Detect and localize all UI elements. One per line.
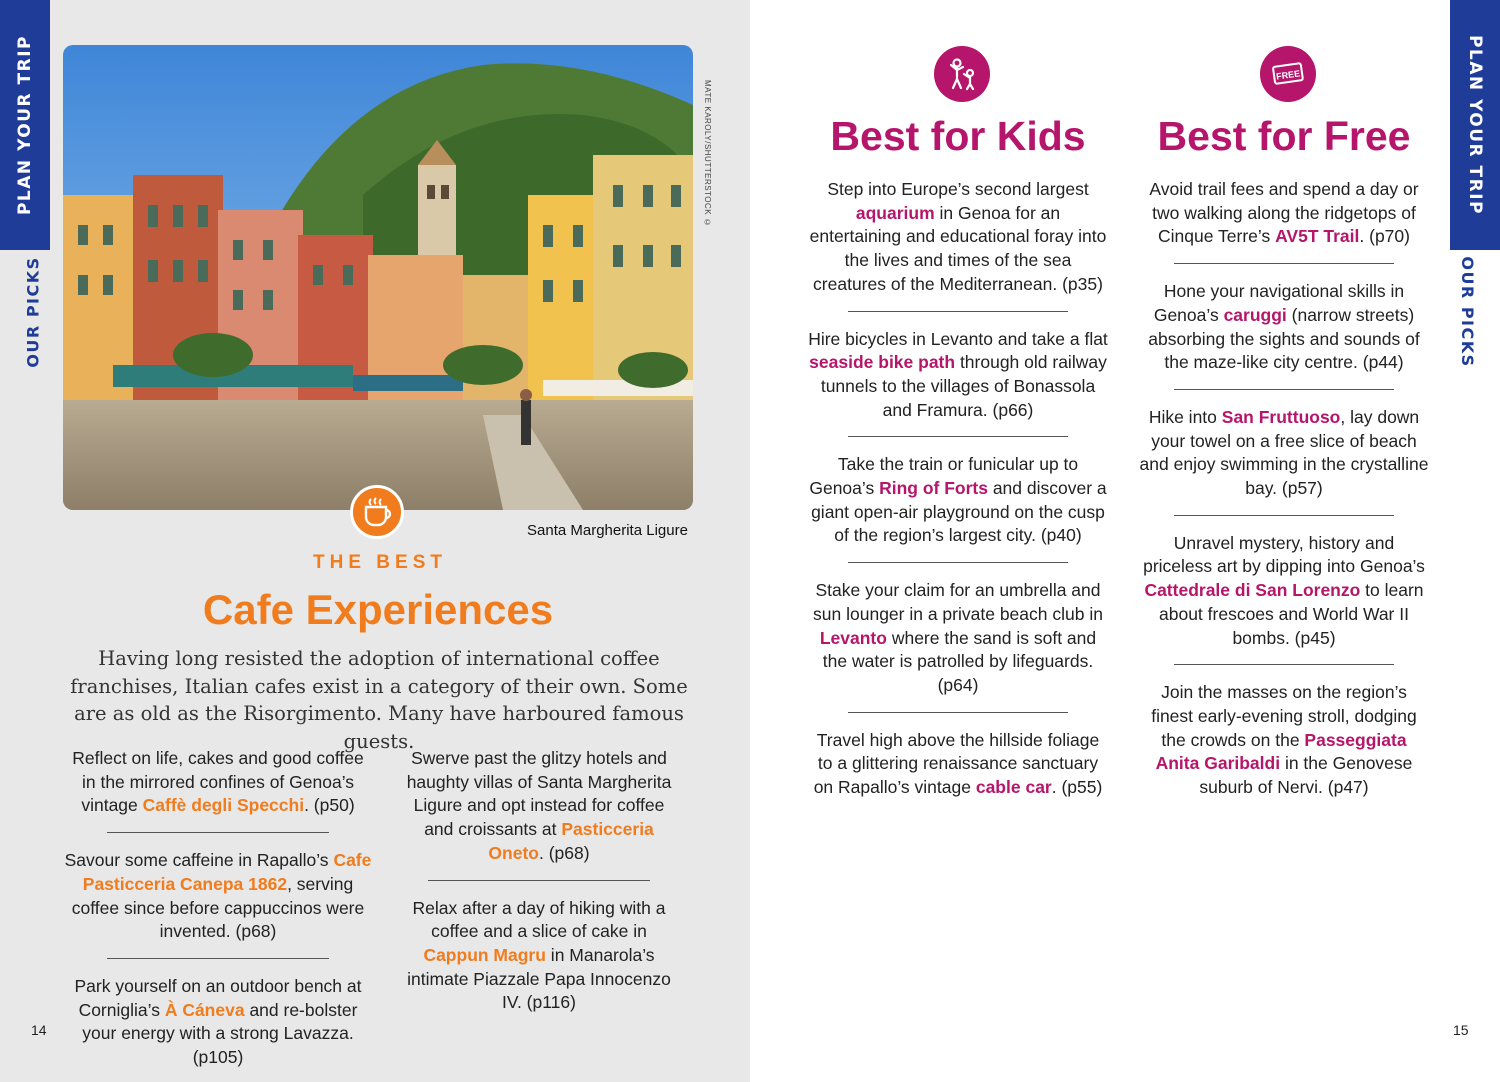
list-item: Savour some caffeine in Rapallo’s Cafe Pasticceria Canepa 1862, serving coffee since before cappuccinos were invented. (p68) xyxy=(64,850,372,942)
section-title-free: Best for Free xyxy=(1157,113,1411,159)
list-item: Park yourself on an outdoor bench at Corniglia’s À Cáneva and re-bolster your energy with a strong Lavazza. (p105) xyxy=(74,975,362,1068)
section-title-cafe: Cafe Experiences xyxy=(202,586,554,633)
free-badge-label: FREE xyxy=(1275,68,1301,82)
list-item: Hike into San Fruttuoso, lay down your towel on a free slice of beach and enjoy swimming in the crystalline bay. (p57) xyxy=(1139,406,1429,499)
divider xyxy=(428,880,650,881)
divider xyxy=(107,832,329,833)
side-label-our-picks: OUR PICKS xyxy=(1457,256,1477,368)
side-tab-label: PLAN YOUR TRIP xyxy=(15,34,35,216)
divider xyxy=(848,562,1068,563)
section-title-kids: Best for Kids xyxy=(830,113,1086,159)
place-link[interactable]: Ring of Forts xyxy=(879,478,988,499)
list-item: Take the train or funicular up to Genoa’s Ring of Forts and discover a giant open-air playground on the cusp of the region’s largest city. (p40) xyxy=(809,454,1107,546)
cafe-column-1 xyxy=(63,747,373,1070)
page-number: 15 xyxy=(1453,1022,1469,1038)
list-item: Unravel mystery, history and priceless art by dipping into Genoa’s Cattedrale di San Lorenzo to learn about frescoes and World War II bombs. (p45) xyxy=(1143,532,1425,648)
right-page xyxy=(750,0,1500,1082)
list-item: Step into Europe’s second largest aquarium in Genoa for an entertaining and educational foray into the lives and times of the sea creatures of the Mediterranean. (p35) xyxy=(809,179,1107,294)
free-ticket-icon xyxy=(1260,46,1316,102)
side-tab-plan-your-trip[interactable] xyxy=(1450,0,1500,250)
santa-margherita-photo xyxy=(63,45,693,510)
place-link[interactable]: À Cáneva xyxy=(164,999,245,1020)
page-number: 14 xyxy=(31,1022,47,1038)
divider xyxy=(1174,263,1394,264)
list-item: Travel high above the hillside foliage to a glittering renaissance sanctuary on Rapallo’s vintage cable car. (p55) xyxy=(813,729,1103,798)
list-item: Stake your claim for an umbrella and sun lounger in a private beach club in Levanto where the sand is soft and the water is patrolled by lifeguards. (p64) xyxy=(813,580,1103,695)
divider xyxy=(1174,664,1394,665)
coffee-cup-icon xyxy=(350,485,404,539)
place-link[interactable]: cable car xyxy=(975,777,1052,798)
cafe-column-2 xyxy=(405,747,673,1015)
place-link[interactable]: aquarium xyxy=(855,202,935,223)
place-link[interactable]: caruggi xyxy=(1223,304,1287,325)
divider xyxy=(1174,389,1394,390)
list-item: Hone your navigational skills in Genoa’s caruggi (narrow streets) absorbing the sights and sounds of the maze-like city centre. (p44) xyxy=(1148,281,1420,373)
place-link[interactable]: Levanto xyxy=(819,627,887,648)
list-item: Swerve past the glitzy hotels and haughty villas of Santa Margherita Ligure and opt instead for coffee and croissants at Pasticceria Oneto. (p68) xyxy=(406,748,672,863)
side-tab-label: PLAN YOUR TRIP xyxy=(1465,34,1485,216)
child-icon xyxy=(934,46,990,102)
place-link[interactable]: Cappun Magru xyxy=(423,944,546,965)
side-tab-plan-your-trip[interactable] xyxy=(0,0,50,250)
list-item: Hire bicycles in Levanto and take a flat seaside bike path through old railway tunnels to the villages of Bonassola and Framura. (p66) xyxy=(808,328,1108,420)
free-column xyxy=(1138,178,1430,800)
divider xyxy=(107,958,329,959)
place-link[interactable]: San Fruttuoso xyxy=(1221,406,1341,427)
place-link[interactable]: Cafe Pasticceria Canepa 1862 xyxy=(82,850,372,894)
place-link[interactable]: Passeggiata Anita Garibaldi xyxy=(1155,729,1407,774)
list-item: Avoid trail fees and spend a day or two walking along the ridgetops of Cinque Terre’s AV5T Trail. (p70) xyxy=(1149,179,1419,247)
list-item: Join the masses on the region’s finest early-evening stroll, dodging the crowds on the Passeggiata Anita Garibaldi in the Genovese suburb of Nervi. (p47) xyxy=(1151,682,1417,798)
photo-credit: MATE KAROLY/SHUTTERSTOCK © xyxy=(703,80,712,228)
kids-column xyxy=(808,178,1108,800)
intro-paragraph: Having long resisted the adoption of international coffee franchises, Italian cafes exist in a category of their own. Some are as old as the Risorgimento. Many have harboured famous guests. xyxy=(70,647,688,753)
list-item: Reflect on life, cakes and good coffee in the mirrored confines of Genoa’s vintage Caffè degli Specchi. (p50) xyxy=(72,748,364,816)
list-item: Relax after a day of hiking with a coffee and a slice of cake in Cappun Magru in Manarola’s intimate Piazzale Papa Innocenzo IV. (p116) xyxy=(407,897,671,1013)
side-label-our-picks: OUR PICKS xyxy=(23,256,43,368)
place-link[interactable]: Caffè degli Specchi xyxy=(142,795,305,816)
divider xyxy=(1174,515,1394,516)
place-link[interactable]: seaside bike path xyxy=(809,352,956,373)
place-link[interactable]: AV5T Trail xyxy=(1275,226,1360,247)
section-kicker: THE BEST xyxy=(313,552,447,573)
divider xyxy=(848,712,1068,713)
divider xyxy=(848,436,1068,437)
place-link[interactable]: Cattedrale di San Lorenzo xyxy=(1144,580,1361,601)
photo-caption: Santa Margherita Ligure xyxy=(527,522,688,539)
divider xyxy=(848,311,1068,312)
place-link[interactable]: Pasticceria Oneto xyxy=(488,819,654,863)
